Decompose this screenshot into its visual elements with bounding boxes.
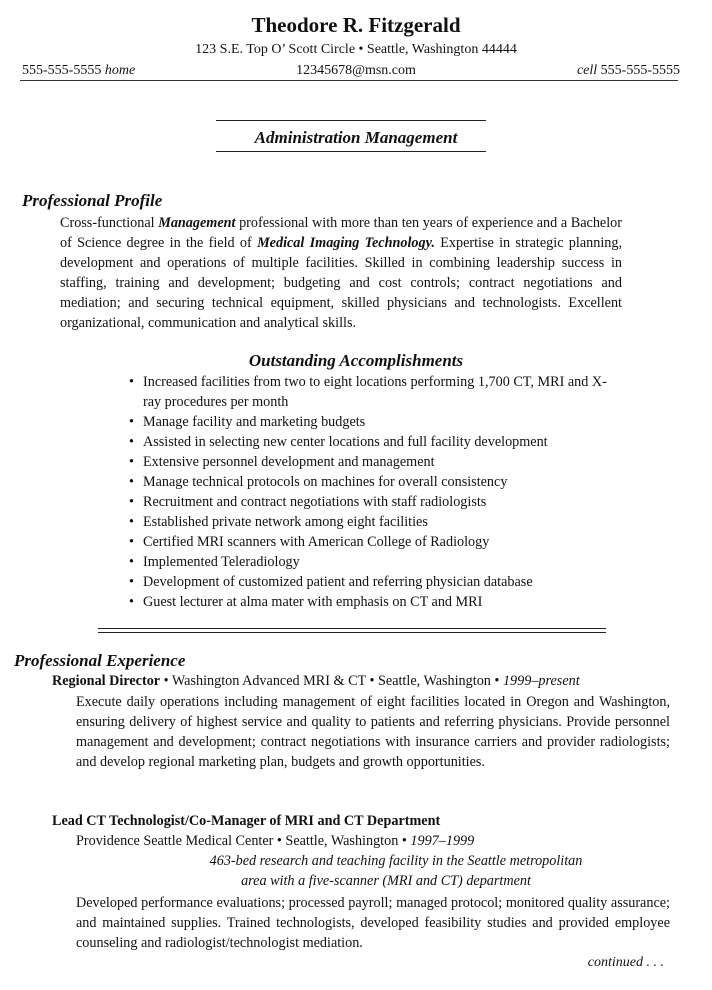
address: 123 S.E. Top O’ Scott Circle • Seattle, Washington 44444 [195,42,517,57]
list-item: • Manage facility and marketing budgets [128,412,648,432]
job2-description: Developed performance evaluations; processed payroll; managed protocol; monitored quality assurance; and maintained supplies. Trained technologists, developed feasibility studies and provided employee counseling and radiologist/technologist mediation. [76,895,670,951]
job2-note-line1: 463-bed research and teaching facility in the Seattle metropolitan [209,853,583,869]
list-item: • Assisted in selecting new center locations and full facility development [128,432,648,452]
section-divider [98,632,606,633]
section-divider [98,628,606,629]
accomplishments-heading: Outstanding Accomplishments [248,351,464,370]
list-item: • Recruitment and contract negotiations with staff radiologists [128,492,648,512]
objective-rule-top [216,120,486,121]
list-item: • Development of customized patient and referring physician database [128,572,648,592]
cell-phone-label: cell [576,63,598,78]
continued-note: continued . . . [587,955,664,970]
list-item: • Implemented Teleradiology [128,552,648,572]
list-item: • Extensive personnel development and management [128,452,648,472]
objective-rule-bottom [216,151,486,152]
job2-employer: Providence Seattle Medical Center • Seattle, Washington • 1997–1999 [76,833,475,849]
cell-phone [577,63,680,79]
home-phone-label: home [104,63,136,78]
list-item: • Established private network among eight facilities [128,512,648,532]
list-item: • Increased facilities from two to eight locations performing 1,700 CT, MRI and X-ray procedures per month [128,372,613,412]
cell-phone-number: 555-555-5555 [600,63,680,78]
job2-title: Lead CT Technologist/Co-Manager of MRI and CT Department [52,813,441,829]
experience-heading: Professional Experience [14,651,186,670]
resume-name: Theodore R. Fitzgerald [251,13,461,37]
job1-description: Execute daily operations including management of eight facilities located in Oregon and Washington, ensuring delivery of highest service and quality to patients and referring physicians. Provide personnel management and development; contract negotiations with insurance carriers and provider radiologists; and develop regional marketing plan, budgets and growth opportunities. [76,694,670,770]
list-item: • Guest lecturer at alma mater with emphasis on CT and MRI [128,592,648,612]
header-divider [20,80,678,81]
list-item: • Manage technical protocols on machines for overall consistency [128,472,648,492]
profile-summary: Cross-functional Management professional with more than ten years of experience and a Bachelor of Science degree in the field of Medical Imaging Technology. Expertise in strategic planning, development and operations of multiple facilities. Skilled in combining leadership success in staffing, training and development; budgeting and cost controls; contract negotiations and mediation; and securing technical equipment, skilled physicians and technologists. Excellent organizational, communication and analytical skills. [60,215,622,331]
profile-heading: Professional Profile [22,191,163,210]
list-item: • Certified MRI scanners with American College of Radiology [128,532,648,552]
job2-note-line2: area with a five-scanner (MRI and CT) department [241,873,531,889]
email: 12345678@msn.com [296,63,416,78]
objective-title: Administration Management [254,128,458,147]
job1-header: Regional Director • Washington Advanced MRI & CT • Seattle, Washington • 1999–present [52,673,580,689]
accomplishments-list [128,372,648,612]
home-phone-number: 555-555-5555 [22,63,102,78]
